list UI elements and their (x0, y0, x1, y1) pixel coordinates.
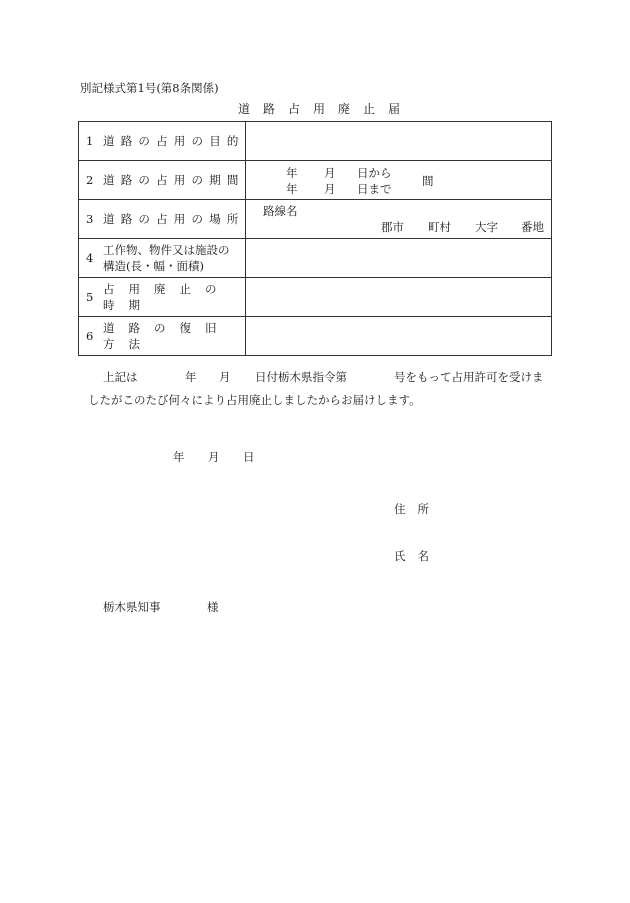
period-value-field[interactable] (246, 161, 552, 200)
restoration-value-field[interactable] (246, 317, 552, 356)
label-cell (79, 122, 246, 161)
row-label-purpose: 道路の占用の目的 (103, 134, 245, 148)
row-label-period: 道路の占用の期間 (103, 173, 245, 187)
sama-label: 様 (207, 600, 219, 614)
row-number: 1 (86, 134, 94, 148)
structure-label-line2: 構造(長・幅・面積) (103, 259, 204, 273)
oaza-label: 大字 (475, 220, 498, 234)
row-label-abolish-date: 占用廃止の時期 (103, 282, 231, 312)
date-month: 月 (208, 450, 220, 464)
name-label: 氏名 (394, 549, 441, 563)
statement-line2: したがこのたび何々により占用廃止しましたからお届けします。 (88, 393, 421, 407)
label-cell (79, 239, 246, 278)
table-row-restoration (79, 317, 552, 356)
document-title: 道路占用廃止届 (238, 102, 414, 116)
structure-label-line1: 工作物、物件又は施設の (103, 243, 230, 257)
banchi-label: 番地 (521, 220, 544, 234)
label-cell (79, 278, 246, 317)
period-from-year: 年 (286, 166, 298, 180)
row-label-location: 道路の占用の場所 (103, 212, 245, 226)
row-number: 2 (86, 173, 94, 187)
row-number: 3 (86, 212, 94, 226)
period-from-month: 月 (324, 166, 336, 180)
statement-year: 年 (185, 370, 197, 384)
table-row-purpose (79, 122, 552, 161)
governor-label: 栃木県知事 (103, 600, 161, 614)
label-cell (79, 161, 246, 200)
label-cell (79, 317, 246, 356)
statement-month: 月 (219, 370, 231, 384)
notice-table (78, 121, 552, 356)
abolish-date-value-field[interactable] (246, 278, 552, 317)
route-name-label: 路線名 (263, 204, 298, 218)
gun-shi-label: 郡市 (381, 220, 404, 234)
purpose-value-field[interactable] (246, 122, 552, 161)
table-row-period (79, 161, 552, 200)
period-to-month: 月 (324, 182, 336, 196)
period-to-day: 日まで (357, 182, 392, 196)
table-row-structure (79, 239, 552, 278)
period-to-year: 年 (286, 182, 298, 196)
period-duration: 間 (422, 174, 434, 188)
row-label-restoration: 道路の復旧方法 (103, 321, 231, 351)
label-cell (79, 200, 246, 239)
address-label: 住所 (394, 502, 441, 516)
form-number-label: 別記様式第1号(第8条関係) (80, 81, 219, 95)
statement-permit-ref: 日付栃木県指令第 (255, 370, 347, 384)
period-from-day: 日から (357, 166, 392, 180)
row-number: 4 (86, 251, 94, 265)
date-year: 年 (173, 450, 185, 464)
row-number: 5 (86, 290, 94, 304)
table-row-location (79, 200, 552, 239)
machi-mura-label: 町村 (428, 220, 451, 234)
row-label-structure (103, 242, 230, 274)
date-day: 日 (243, 450, 255, 464)
row-number: 6 (86, 329, 94, 343)
statement-jouki: 上記は (103, 370, 138, 384)
location-value-field[interactable] (246, 200, 552, 239)
statement-tail: 号をもって占用許可を受けま (394, 370, 544, 384)
table-row-abolish-date (79, 278, 552, 317)
structure-value-field[interactable] (246, 239, 552, 278)
